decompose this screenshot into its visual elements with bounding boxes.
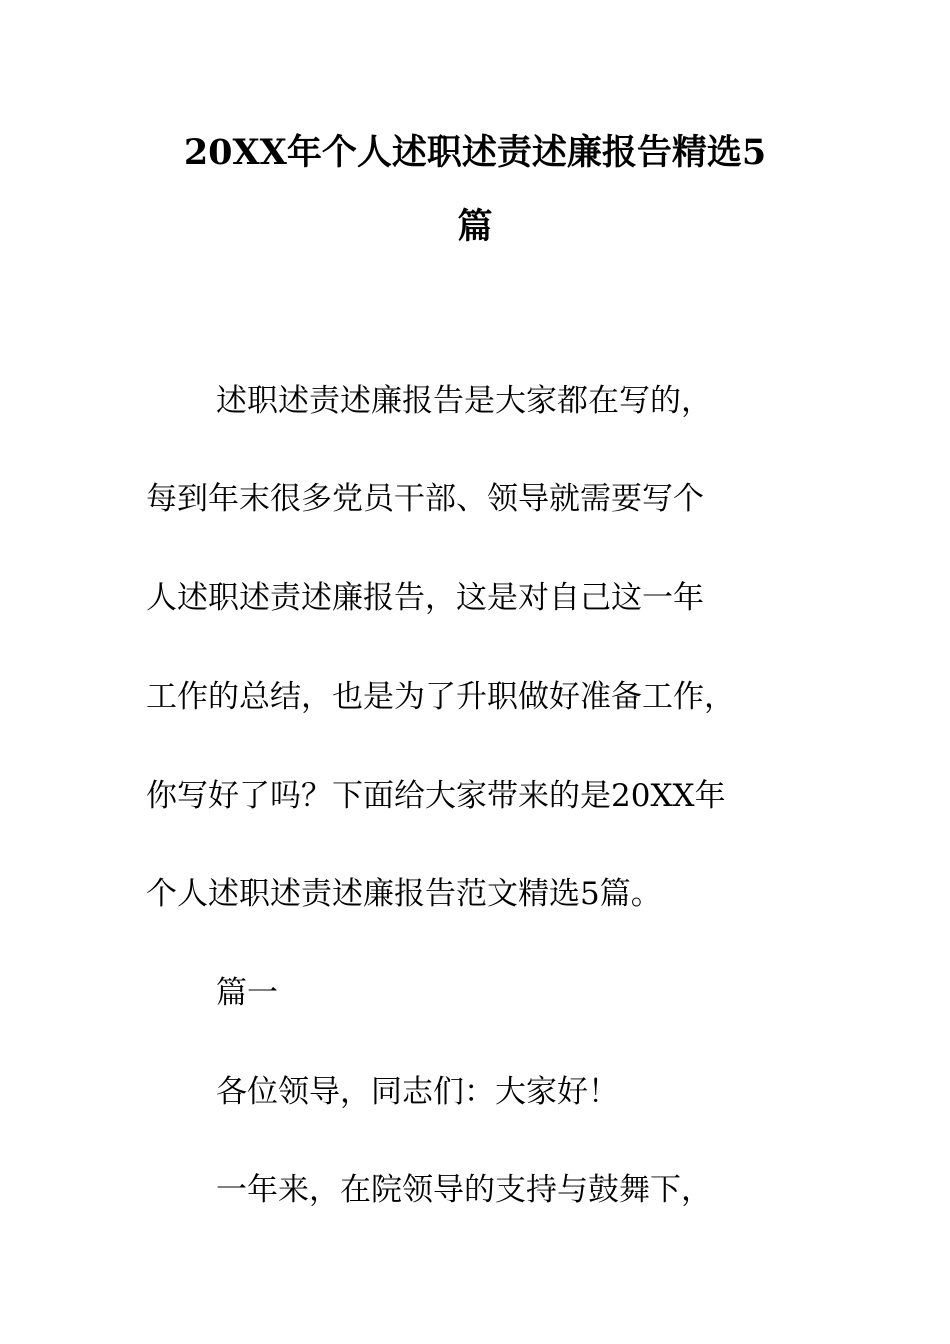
body-line-5: 你写好了吗？下面给大家带来的是20XX年 bbox=[146, 778, 726, 814]
body-line-6: 个人述职述责述廉报告范文精选5篇。 bbox=[146, 876, 662, 912]
document-title-line-2: 篇 bbox=[457, 206, 493, 247]
salutation-line: 各位领导，同志们：大家好！ bbox=[216, 1074, 619, 1110]
body-line-9: 一年来，在院领导的支持与鼓舞下， bbox=[216, 1172, 712, 1208]
body-line-1: 述职述责述廉报告是大家都在写的， bbox=[216, 383, 712, 419]
document-title-line-1: 20XX年个人述职述责述廉报告精选5 bbox=[183, 132, 767, 173]
body-line-4: 工作的总结，也是为了升职做好准备工作， bbox=[146, 679, 735, 715]
body-line-3: 人述职述责述廉报告，这是对自己这一年 bbox=[146, 580, 704, 616]
body-line-2: 每到年末很多党员干部、领导就需要写个 bbox=[146, 481, 704, 517]
section-heading: 篇一 bbox=[216, 975, 278, 1011]
